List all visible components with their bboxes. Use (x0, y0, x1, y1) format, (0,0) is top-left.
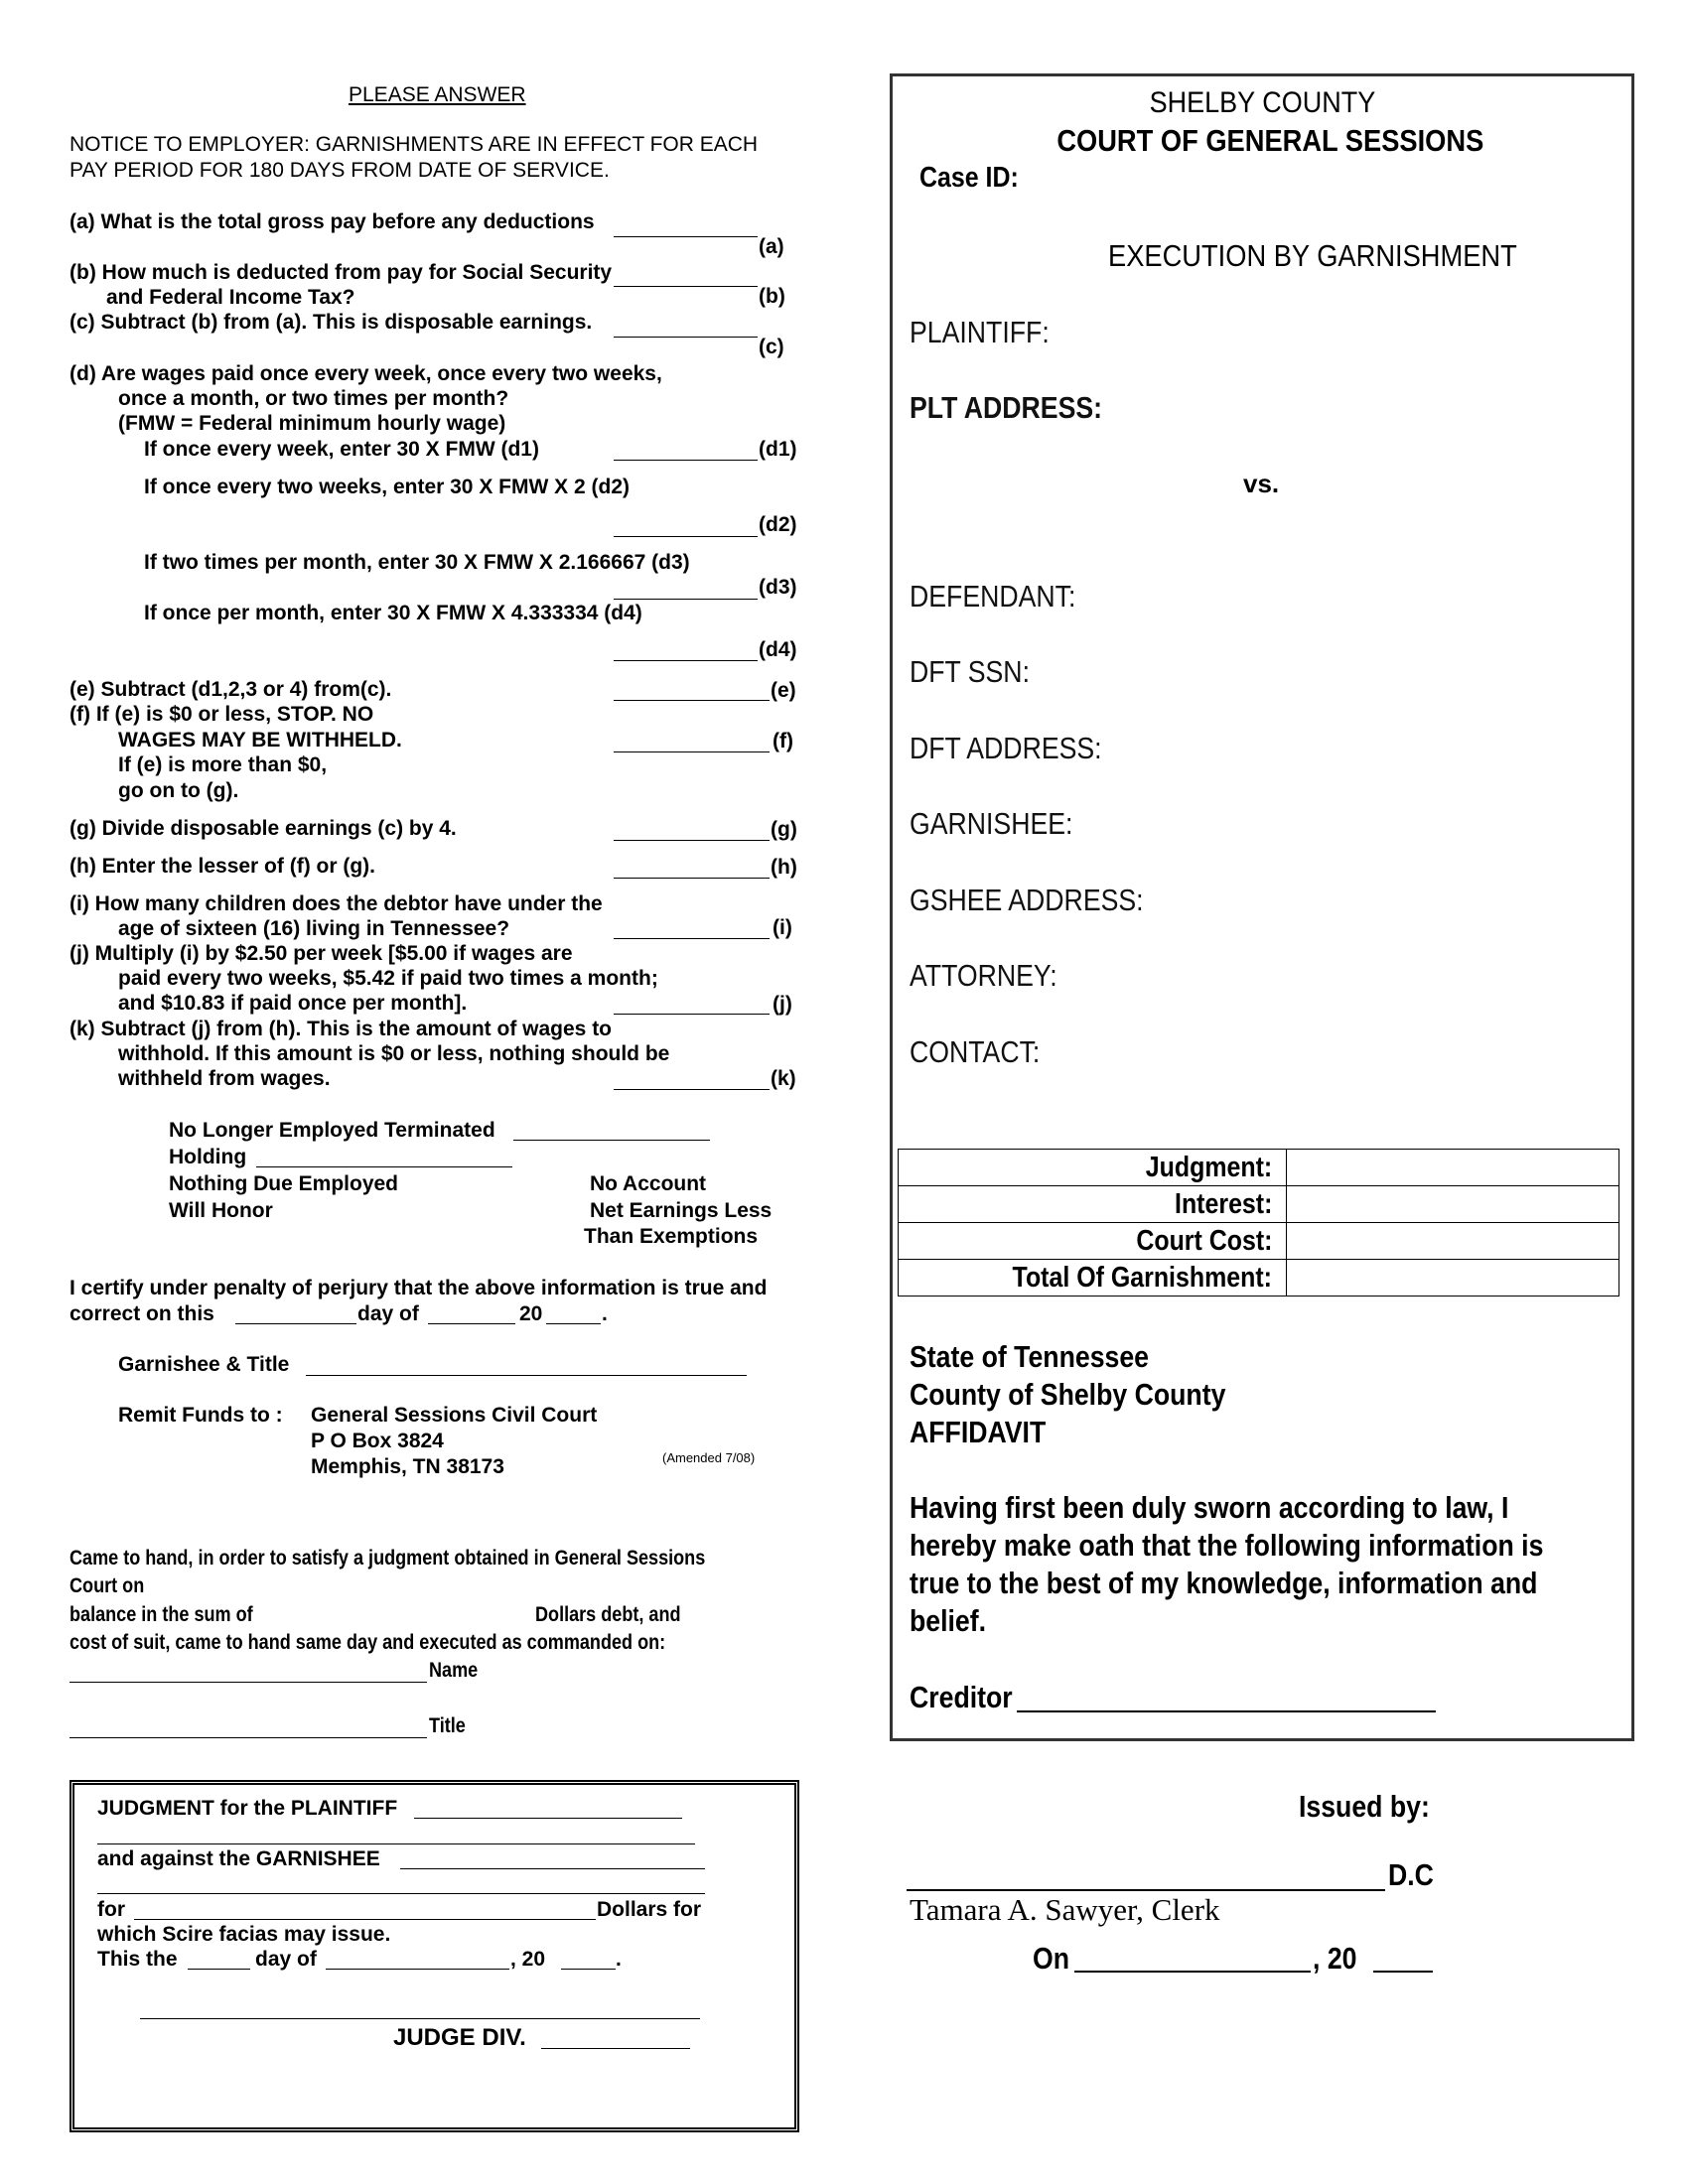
judgment-this-the: This the (97, 1948, 178, 1971)
field-j-suffix: (j) (773, 993, 792, 1016)
dc-label (1388, 1857, 1441, 1893)
came-line-1-text: Came to hand, in order to satisfy a judgment obtained in General Sessions (70, 1547, 706, 1570)
interest-label-text: Interest: (1174, 1187, 1272, 1220)
option-net-earnings: Net Earnings Less (590, 1199, 773, 1222)
total-garnishment-label-text: Total Of Garnishment: (1012, 1261, 1272, 1294)
judgment-amount-label-text: Judgment: (1145, 1151, 1272, 1183)
county-title-text: SHELBY COUNTY (1149, 86, 1375, 119)
gshee-address-label-text: GSHEE ADDRESS: (910, 883, 1144, 917)
notice-line-2: PAY PERIOD FOR 180 DAYS FROM DATE OF SERVICE. (70, 159, 610, 182)
item-i-line1: (i) How many children does the debtor have under the (70, 892, 603, 915)
field-e-line[interactable] (614, 700, 770, 701)
certify-day-line[interactable] (235, 1323, 356, 1324)
judgment-amount-cell[interactable] (1287, 1150, 1619, 1186)
on-year-line[interactable] (1373, 1971, 1433, 1973)
oath-line-4 (910, 1603, 999, 1639)
item-f-line4: go on to (g). (118, 779, 239, 802)
judgment-box (70, 1780, 799, 2132)
dc-label-text: D.C (1388, 1857, 1434, 1892)
option-holding: Holding (169, 1146, 247, 1168)
field-a-line[interactable] (614, 236, 758, 237)
total-garnishment-label (899, 1260, 1287, 1297)
attorney-label-text: ATTORNEY: (910, 958, 1057, 993)
item-e: (e) Subtract (d1,2,3 or 4) from(c). (70, 678, 392, 701)
oath-line-1-text: Having first been duly sworn according to law, I (910, 1490, 1509, 1525)
court-cost-cell[interactable] (1287, 1223, 1619, 1260)
judgment-day-of: day of (255, 1948, 317, 1971)
title-label-text: Title (429, 1714, 466, 1737)
item-d-line3: (FMW = Federal minimum hourly wage) (118, 412, 506, 435)
judgment-dollars-for: Dollars for (597, 1898, 702, 1921)
judgment-comma20: , 20 (510, 1948, 546, 1971)
certify-line-1: I certify under penalty of perjury that the above information is true and (70, 1277, 768, 1299)
judge-div-line[interactable] (541, 2048, 690, 2049)
item-a: (a) What is the total gross pay before any deductions (70, 210, 595, 233)
clerk-title-text: , Clerk (1136, 1892, 1220, 1927)
execution-title-text: EXECUTION BY GARNISHMENT (1108, 238, 1517, 273)
judge-signature-line[interactable] (140, 2018, 700, 2019)
oath-line-4-text: belief. (910, 1603, 987, 1638)
certify-20: 20 (519, 1302, 543, 1325)
field-h-suffix: (h) (771, 856, 797, 879)
item-k-line1: (k) Subtract (j) from (h). This is the amount of wages to (70, 1018, 613, 1040)
field-g-line[interactable] (614, 840, 770, 841)
on-20-label (1313, 1941, 1364, 1977)
title-label (429, 1713, 472, 1738)
oath-line-2-text: hereby make oath that the following information is (910, 1528, 1544, 1563)
contact-label-text: CONTACT: (910, 1034, 1041, 1069)
creditor-label-text: Creditor (910, 1680, 1013, 1714)
item-f-line1: (f) If (e) is $0 or less, STOP. NO (70, 703, 374, 726)
item-i-line2: age of sixteen (16) living in Tennessee? (118, 917, 510, 940)
creditor-label (910, 1680, 1030, 1715)
judgment-plaintiff-label: JUDGMENT for the PLAINTIFF (97, 1797, 398, 1820)
table-row (899, 1186, 1619, 1223)
dft-address-label (910, 731, 1133, 766)
field-d2-line[interactable] (614, 536, 758, 537)
certify-year-line[interactable] (546, 1323, 601, 1324)
field-j-line[interactable] (614, 1014, 770, 1015)
field-k-line[interactable] (614, 1089, 770, 1090)
item-j-line3: and $10.83 if paid once per month]. (118, 992, 468, 1015)
plt-address-label (910, 390, 1134, 426)
court-cost-label (899, 1223, 1287, 1260)
option-than-exemptions: Than Exemptions (584, 1225, 759, 1248)
field-g-suffix: (g) (771, 818, 797, 841)
judgment-plaintiff-line-2[interactable] (97, 1843, 695, 1844)
came-dollars-debt-text: Dollars debt, and (535, 1603, 681, 1626)
item-k-line2: withhold. If this amount is $0 or less, nothing should be (118, 1042, 670, 1065)
on-label-text: On (1033, 1941, 1070, 1976)
issued-by-label (1299, 1789, 1451, 1825)
court-title-text: COURT OF GENERAL SESSIONS (1056, 123, 1484, 158)
item-d-two-weeks: If once every two weeks, enter 30 X FMW X 2 (d2) (144, 476, 630, 498)
creditor-line[interactable] (1017, 1710, 1436, 1712)
judgment-month-line[interactable] (326, 1969, 509, 1970)
judgment-amount-label (899, 1150, 1287, 1186)
notice-line-1: NOTICE TO EMPLOYER: GARNISHMENTS ARE IN EFFECT FOR EACH (70, 133, 759, 156)
total-garnishment-cell[interactable] (1287, 1260, 1619, 1297)
interest-label (899, 1186, 1287, 1223)
garnishee-label-text: GARNISHEE: (910, 806, 1073, 841)
judgment-garnishee-label: and against the GARNISHEE (97, 1847, 380, 1870)
judgment-year-line[interactable] (561, 1969, 616, 1970)
judgment-period: . (616, 1948, 622, 1971)
contact-label (910, 1034, 1061, 1070)
field-d4-suffix: (d4) (759, 638, 797, 661)
attorney-label (910, 958, 1081, 994)
on-20-label-text: , 20 (1313, 1941, 1357, 1976)
defendant-label-text: DEFENDANT: (910, 579, 1076, 614)
issued-by-label-text: Issued by: (1299, 1789, 1430, 1824)
judgment-scire: which Scire facias may issue. (97, 1923, 391, 1946)
county-title (1028, 86, 1496, 120)
item-b-line1: (b) How much is deducted from pay for Social Security (70, 261, 613, 284)
item-h: (h) Enter the lesser of (f) or (g). (70, 855, 376, 878)
item-d-month: If once per month, enter 30 X FMW X 4.333334 (d4) (144, 602, 642, 624)
case-id-text: Case ID: (919, 162, 1019, 194)
judgment-garnishee-line-2[interactable] (97, 1893, 705, 1894)
please-answer-heading: PLEASE ANSWER (349, 83, 526, 106)
dft-ssn-label-text: DFT SSN: (910, 654, 1030, 689)
judgment-day-line[interactable] (188, 1969, 250, 1970)
garnishee-title-label: Garnishee & Title (118, 1353, 290, 1376)
came-line-1 (70, 1546, 808, 1570)
field-h-line[interactable] (614, 878, 770, 879)
field-d3-suffix: (d3) (759, 576, 797, 599)
table-row (899, 1260, 1619, 1297)
certify-month-line[interactable] (428, 1323, 515, 1324)
county-of-label (910, 1377, 1277, 1413)
field-d1-line[interactable] (614, 460, 758, 461)
remit-funds-label: Remit Funds to : (118, 1404, 283, 1427)
oath-line-3 (910, 1566, 1639, 1601)
field-c-suffix: (c) (759, 336, 784, 358)
garnishee-label (910, 806, 1099, 842)
money-table (898, 1149, 1619, 1297)
state-label (910, 1339, 1188, 1375)
certify-this: correct on this (70, 1302, 214, 1325)
field-i-line[interactable] (614, 938, 770, 939)
name-label-text: Name (429, 1659, 479, 1682)
field-a-suffix: (a) (759, 235, 784, 258)
on-label (1033, 1941, 1075, 1977)
field-c-line[interactable] (614, 337, 758, 338)
name-label (429, 1658, 486, 1683)
court-title (1028, 123, 1496, 159)
came-balance-text: balance in the sum of (70, 1603, 253, 1626)
field-d1-suffix: (d1) (759, 438, 797, 461)
field-b-line[interactable] (614, 286, 758, 287)
option-holding-line[interactable] (256, 1166, 512, 1167)
garnishee-title-line[interactable] (306, 1375, 747, 1376)
name-line[interactable] (70, 1682, 427, 1683)
item-f-line2: WAGES MAY BE WITHHELD. (118, 729, 402, 751)
item-k-line3: withheld from wages. (118, 1067, 331, 1090)
remit-address-2: P O Box 3824 (311, 1430, 444, 1452)
came-line-2 (70, 1573, 156, 1598)
certify-period: . (602, 1302, 608, 1325)
item-d-week: If once every week, enter 30 X FMW (d1) (144, 438, 539, 461)
court-cost-label-text: Court Cost: (1135, 1224, 1272, 1257)
field-d2-suffix: (d2) (759, 513, 797, 536)
item-d-line1: (d) Are wages paid once every week, once every two weeks, (70, 362, 662, 385)
item-d-line2: once a month, or two times per month? (118, 387, 509, 410)
gshee-address-label (910, 883, 1182, 918)
option-no-account: No Account (590, 1172, 707, 1195)
field-i-suffix: (i) (773, 916, 792, 939)
case-id-label (919, 162, 1035, 195)
item-f-line3: If (e) is more than $0, (118, 753, 328, 776)
clerk-name (910, 1892, 1220, 1928)
option-will-honor: Will Honor (169, 1199, 273, 1222)
county-of-label-text: County of Shelby County (910, 1377, 1226, 1412)
judgment-garnishee-line[interactable] (400, 1868, 705, 1869)
option-nothing-due: Nothing Due Employed (169, 1172, 398, 1195)
oath-line-2 (910, 1528, 1646, 1564)
affidavit-label-text: AFFIDAVIT (910, 1415, 1047, 1449)
field-k-suffix: (k) (771, 1067, 796, 1090)
came-line-2-text: Court on (70, 1574, 145, 1597)
plaintiff-label (910, 315, 1072, 350)
certify-day-of: day of (357, 1302, 419, 1325)
item-g: (g) Divide disposable earnings (c) by 4. (70, 817, 457, 840)
field-d3-line[interactable] (614, 599, 758, 600)
plt-address-label-text: PLT ADDRESS: (910, 390, 1103, 425)
oath-line-3-text: true to the best of my knowledge, information and (910, 1566, 1538, 1600)
field-f-suffix: (f) (773, 730, 793, 752)
judge-div-label: JUDGE DIV. (393, 2024, 526, 2051)
vs-label: vs. (1243, 469, 1280, 498)
judgment-plaintiff-line[interactable] (414, 1818, 682, 1819)
table-row (899, 1150, 1619, 1186)
field-e-suffix: (e) (771, 679, 796, 702)
remit-address-3: Memphis, TN 38173 (311, 1455, 504, 1478)
option-no-longer-line[interactable] (513, 1140, 710, 1141)
came-line-4 (70, 1630, 763, 1655)
clerk-name-text: Tamara A. Sawyer (910, 1892, 1137, 1927)
item-d-two-times: If two times per month, enter 30 X FMW X 2.166667 (d3) (144, 551, 690, 574)
amended-note: (Amended 7/08) (662, 1450, 756, 1465)
dc-signature-line[interactable] (907, 1889, 1385, 1891)
affidavit-label (910, 1415, 1068, 1450)
option-no-longer-employed: No Longer Employed Terminated (169, 1119, 495, 1142)
remit-address-1: General Sessions Civil Court (311, 1404, 598, 1427)
field-f-line[interactable] (614, 751, 770, 752)
plaintiff-label-text: PLAINTIFF: (910, 315, 1050, 349)
item-c: (c) Subtract (b) from (a). This is disposable earnings. (70, 311, 593, 334)
table-row (899, 1223, 1619, 1260)
came-dollars-debt (535, 1602, 704, 1627)
dft-ssn-label (910, 654, 1050, 690)
item-b-line2: and Federal Income Tax? (106, 286, 355, 309)
came-balance (70, 1602, 283, 1627)
defendant-label (910, 579, 1103, 614)
on-date-line[interactable] (1074, 1971, 1311, 1973)
state-label-text: State of Tennessee (910, 1339, 1150, 1374)
item-j-line1: (j) Multiply (i) by $2.50 per week [$5.00 if wages are (70, 942, 573, 965)
judgment-for-label: for (97, 1898, 125, 1921)
interest-cell[interactable] (1287, 1186, 1619, 1223)
oath-line-1 (910, 1490, 1607, 1526)
judgment-amount-line[interactable] (134, 1919, 596, 1920)
field-d4-line[interactable] (614, 660, 758, 661)
item-j-line2: paid every two weeks, $5.42 if paid two times a month; (118, 967, 658, 990)
field-b-suffix: (b) (759, 285, 785, 308)
dft-address-label-text: DFT ADDRESS: (910, 731, 1102, 765)
title-line[interactable] (70, 1737, 427, 1738)
came-line-4-text: cost of suit, came to hand same day and executed as commanded on: (70, 1631, 666, 1654)
execution-title (1108, 238, 1573, 274)
